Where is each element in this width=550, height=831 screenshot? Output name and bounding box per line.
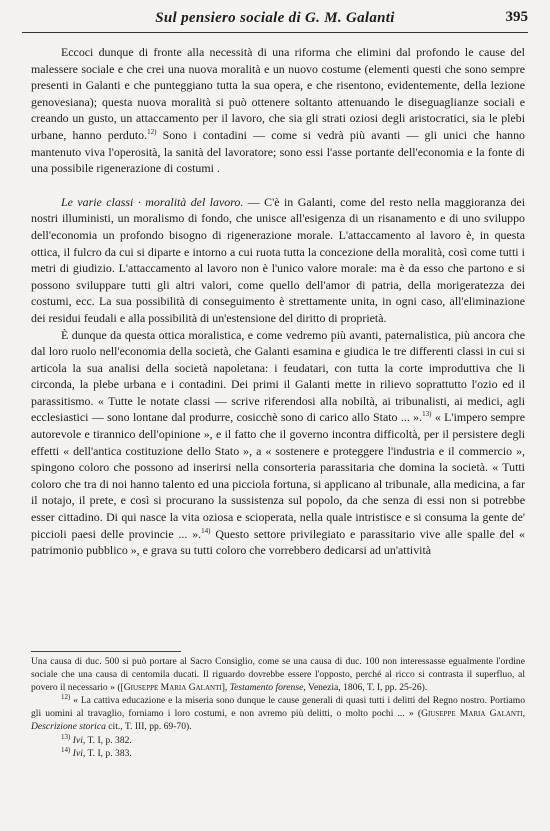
footnote-12-sep: ,: [522, 708, 525, 720]
running-title: Sul pensiero sociale di G. M. Galanti: [155, 10, 395, 26]
footnote-12-mark: 12): [61, 693, 71, 702]
footnote-ref-14: 14): [201, 526, 211, 535]
footnote-ref-12: 12): [147, 128, 157, 136]
footnote-12-end: cit., T. III, pp. 69-70).: [105, 721, 192, 733]
paragraph-3: [31, 327, 525, 559]
footnote-cont-text: Una causa di duc. 500 si può portare al Sacro Consiglio, come se una causa di duc. 100 non interessasse egualmente l'ordine sociale che una causa di centomila ducati. Il riguardo dovrebbe essere l'opposto, perché al ricco si contrasta il superfluo, al povero il necessario » ([: [31, 656, 525, 694]
footnote-13-mark: 13): [61, 732, 71, 741]
section-heading: Le varie classi · moralità del lavoro.: [61, 194, 244, 209]
page-header: [22, 6, 528, 33]
footnote-14-text: , T. I, p. 383.: [82, 747, 132, 759]
footnote-14-ivi: Ivi: [72, 747, 83, 759]
footnote-14-mark: 14): [61, 745, 71, 754]
paragraph-1-tail: Sono i contadini — come si vedrà più avanti — gli unici che hanno mantenuto viva l'operosità, la sanità del lavoratore; sono essi l'asse portante dell'economia e la fonte di una possibile rigenerazione di costumi .: [31, 127, 526, 176]
footnote-14: [31, 747, 525, 760]
paragraph-3-part-c: Questo settore privilegiato e parassitario vive alle spalle del « patrimonio pubblico », e grava su tutti coloro che vorrebbero dedicarsi ad un'attività: [31, 526, 525, 558]
footnote-rule: [31, 651, 181, 652]
footnote-continuation: [31, 655, 525, 694]
footnote-cont-end: , Venezia, 1806, T. I, pp. 25-26).: [303, 682, 428, 694]
page-number: 395: [505, 9, 528, 25]
paragraph-1-text: Eccoci dunque di fronte alla necessità di una riforma che elimini dal profondo le cause del malessere sociale e che crei una nuova moralità e un nuovo costume (elementi questi che sono sempre presenti in Galanti e che punteggiano tutta la sua opera, e che risentono, evidentemente, della lezione genovesiana); questa nuova moralità si può ottenere soltanto attenuando le diseguaglianze sociali e creando un gusto, un attaccamento per il lavoro, che sia gli strati oziosi degli aristocratici, sia le plebi urbane, hanno perduto.: [31, 45, 525, 142]
footnote-12-author: Giuseppe Maria Galanti: [421, 708, 523, 720]
paragraph-2-text: — C'è in Galanti, come del resto nella maggioranza dei nostri illuministi, un moralismo di fondo, che unisce all'esigenza di un risanamento e di uno sviluppo dell'economia un profondo bisogno di rigenerazione morale. L'attaccamento al lavoro è, in questa ottica, il fulcro da cui si diparte e intorno a cui ruota tutta la concezione della moralità, così come tutti i metri di giudizio. L'attaccamento al lavoro non è l'unico valore morale: ma è da esso che partono e si possono sviluppare tutti gli altri valori, come quello dell'amor di patria, della morigeratezza dei costumi, ecc. La sua possibilità di conseguimento è strettamente unita, in ogni caso, all'eliminazione dei residui feudali e alla possibilità di un'estensione del diritto di proprietà.: [31, 194, 526, 325]
paragraph-1: [31, 44, 525, 177]
footnote-cont-title: Testamento forense: [229, 682, 304, 694]
footnote-13: [31, 734, 525, 747]
paragraph-3-part-b: « L'impero sempre autorevole e tirannico dell'opinione », e il fatto che il governo incontra difficoltà, per il persistere degli effetti « dell'antica costituzione dello Stato », a « sostenere e proteggere l'industria e il commercio », spingono coloro che possono ad inserirsi nella consorteria parassitaria che domina la società. « Tutti coloro che tra di noi hanno talento ed una picciola fortuna, si applicano al tribunale, alla medicina, a far il notajo, il prete, e così si procurano la sussistenza sul popolo, da che senza di essi non si potrebbe esser cittadino. Di qui nasce la vita oziosa e scioperata, nella quale intristisce e si consuma la gente de' piccioli paesi delle provincie ... ».: [31, 410, 525, 541]
paragraph-2: [31, 194, 525, 327]
footnote-13-text: , T. I, p. 382.: [82, 734, 132, 746]
paragraph-3-part-a: È dunque da questa ottica moralistica, e come vedremo più avanti, paternalistica, più ancora che dal loro ruolo nell'economia della società, che Galanti esamina e giudica le tre differenti classi in cui si articola la sua analisi della società napoletana: i feudatari, con tutta la corte improduttiva che li circonda, la plebe urbana e i contadini. Dei primi il Galanti mette in rilievo soprattutto l'ozio ed il parassitismo. « Tutte le notate classi — scrive riferendosi alla nobiltà, ai tribunalisti, ai medici, agli ecclesiastici — sono lontane dal produrre, cosicchè sono di carico allo Stato ... ».: [31, 327, 525, 425]
footnote-12: [31, 694, 525, 733]
footnote-cont-sep: ],: [221, 682, 230, 694]
body-text: [31, 44, 525, 559]
footnote-ref-13: 13): [422, 410, 432, 419]
footnote-cont-author: Giuseppe Maria Galanti: [123, 682, 222, 694]
footnote-12-title: Descrizione storica: [31, 721, 106, 733]
footnote-12-text: « La cattiva educazione e la miseria sono dunque le cause generali di quasi tutti i delitti del Regno nostro. Portiamo gli uomini al travaglio, forniamo i loro costumi, e non avremo più delitti, o molto pochi ... » (: [31, 695, 525, 720]
footnote-13-ivi: Ivi: [72, 734, 83, 746]
footnotes: [31, 655, 525, 760]
